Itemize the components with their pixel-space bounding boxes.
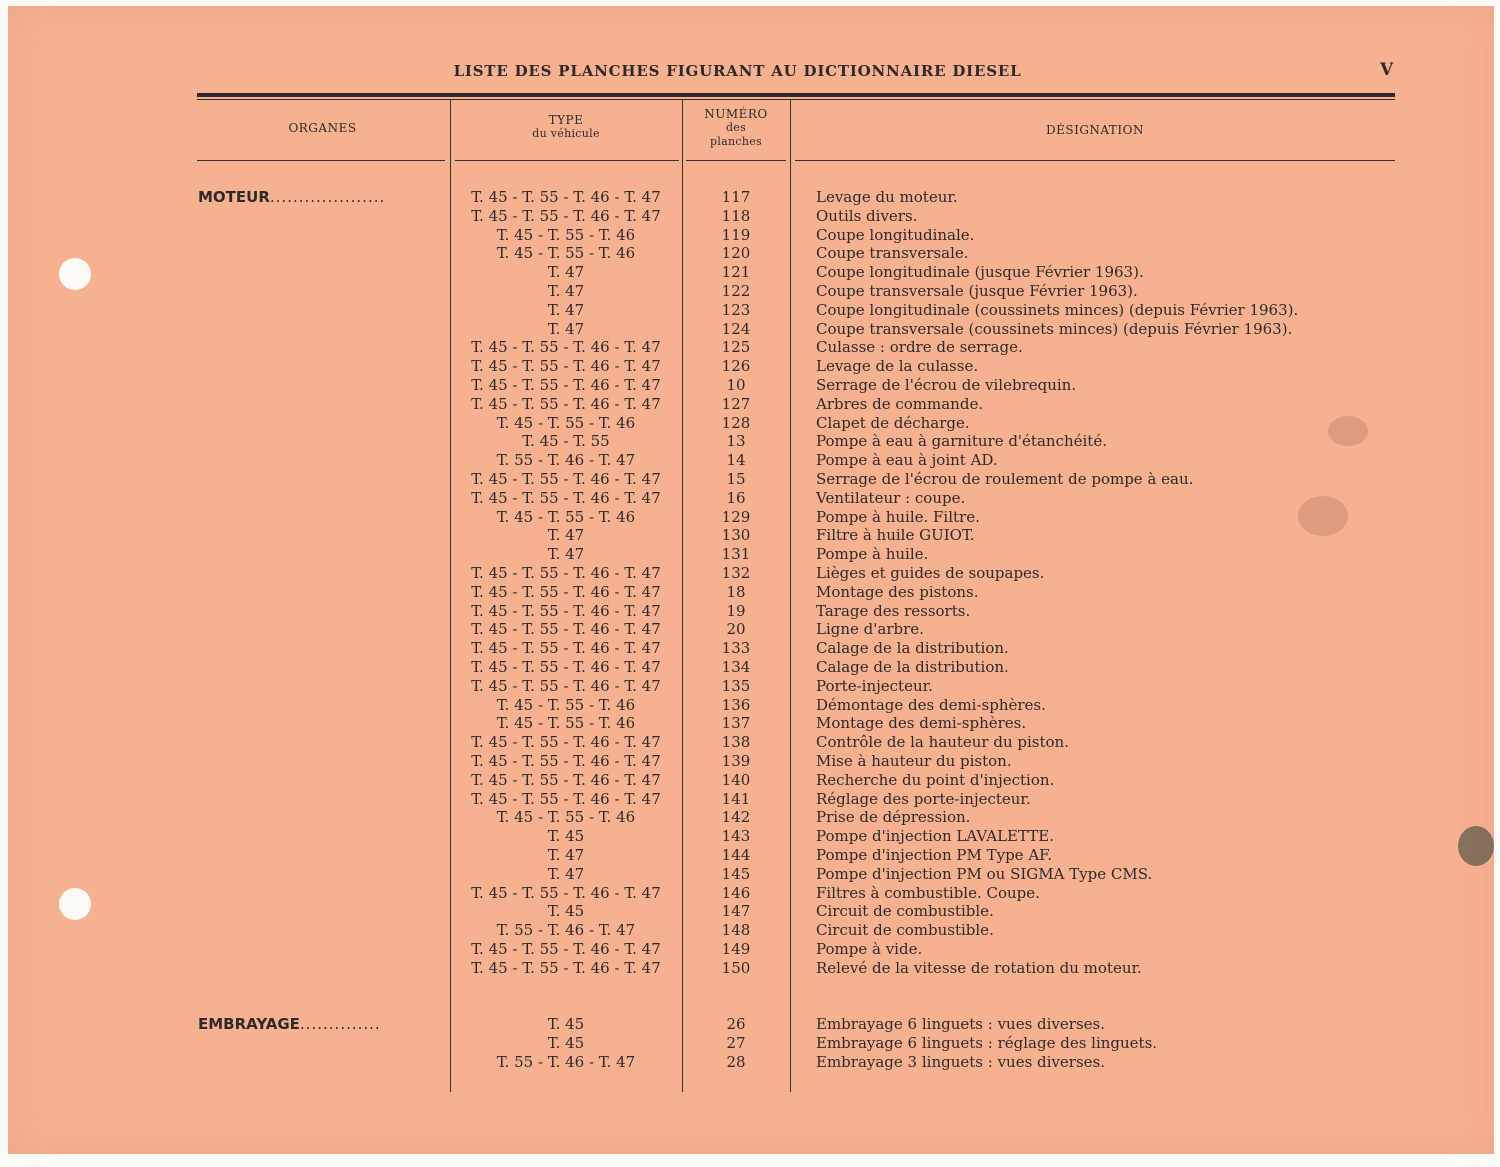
vehicle-type-cell: T. 47 (547, 846, 585, 864)
designation-cell: Arbres de commande. (816, 394, 984, 413)
vehicle-type-cell: T. 45 - T. 55 - T. 46 - T. 47 (471, 789, 661, 808)
page-title: LISTE DES PLANCHES FIGURANT AU DICTIONNAIRE DIESEL (453, 62, 1022, 80)
vehicle-type-cell: T. 47 (547, 526, 585, 545)
vehicle-type-cell: T. 45 - T. 55 - T. 46 - T. 47 (471, 488, 661, 507)
planche-number-cell: 123 (721, 300, 751, 319)
vehicle-type-cell: T. 45 (547, 1015, 585, 1033)
designation-cell: Lièges et guides de soupapes. (816, 564, 1045, 582)
planche-number-cell: 117 (721, 188, 751, 206)
designation-cell: Coupe longitudinale (coussinets minces) (depuis Février 1963). (816, 300, 1299, 319)
vehicle-type-cell: T. 45 - T. 55 - T. 46 - T. 47 (471, 958, 661, 977)
planche-number-cell: 119 (721, 225, 751, 244)
planche-number-cell: 127 (721, 394, 751, 413)
vehicle-type-cell: T. 45 - T. 55 - T. 46 - T. 47 (471, 639, 661, 658)
designation-cell: Culasse : ordre de serrage. (816, 338, 1023, 357)
planche-number-cell: 130 (721, 526, 751, 545)
planche-number-cell: 141 (721, 789, 751, 808)
designation-cell: Levage du moteur. (816, 188, 958, 206)
designation-cell: Clapet de décharge. (816, 413, 970, 432)
vehicle-type-cell: T. 45 - T. 55 - T. 46 - T. 47 (471, 338, 661, 357)
leader-dots: .................... (269, 188, 386, 206)
planche-number-cell: 144 (721, 846, 751, 864)
planche-number-cell: 135 (721, 676, 751, 695)
designation-cell: Embrayage 3 linguets : vues diverses. (816, 1052, 1106, 1071)
planche-number-cell: 149 (721, 940, 751, 958)
header-underline (795, 160, 1395, 161)
header-rule-thin (197, 99, 1395, 100)
vehicle-type-cell: T. 45 - T. 55 - T. 46 (496, 413, 636, 432)
designation-cell: Contrôle de la hauteur du piston. (816, 733, 1069, 752)
designation-cell: Pompe d'injection PM Type AF. (816, 846, 1053, 864)
designation-cell: Coupe longitudinale. (816, 225, 975, 244)
vehicle-type-cell: T. 55 - T. 46 - T. 47 (496, 921, 636, 940)
organe-label (198, 188, 448, 206)
planche-number-cell: 121 (721, 263, 751, 282)
vehicle-type-cell: T. 45 - T. 55 - T. 46 (496, 225, 636, 244)
vehicle-type-cell: T. 45 - T. 55 - T. 46 - T. 47 (471, 752, 661, 770)
vehicle-type-cell: T. 45 - T. 55 - T. 46 - T. 47 (471, 394, 661, 413)
vehicle-type-cell: T. 45 (547, 902, 585, 921)
designation-cell: Calage de la distribution. (816, 658, 1009, 676)
designation-cell: Pompe à eau à garniture d'étanchéité. (816, 432, 1107, 451)
vehicle-type-cell: T. 45 - T. 55 - T. 46 - T. 47 (471, 883, 661, 902)
planche-number-cell: 20 (726, 620, 746, 639)
designation-cell: Démontage des demi-sphères. (816, 695, 1046, 714)
designation-cell: Circuit de combustible. (816, 902, 994, 921)
vehicle-type-cell: T. 45 - T. 55 - T. 46 - T. 47 (471, 601, 661, 620)
designation-cell: Coupe transversale. (816, 244, 969, 263)
planche-number-cell: 19 (726, 601, 746, 620)
vehicle-type-cell: T. 45 - T. 55 - T. 46 - T. 47 (471, 658, 661, 676)
planche-number-cell: 136 (721, 695, 751, 714)
planche-number-cell: 145 (721, 864, 751, 883)
binder-hole-bottom (59, 888, 91, 920)
designation-cell: Pompe à vide. (816, 940, 923, 958)
planche-number-cell: 14 (726, 451, 746, 470)
designation-cell: Ligne d'arbre. (816, 620, 924, 639)
designation-cell: Mise à hauteur du piston. (816, 752, 1012, 770)
vehicle-type-cell: T. 45 - T. 55 - T. 46 - T. 47 (471, 582, 661, 601)
vehicle-type-cell: T. 45 - T. 55 - T. 46 (496, 244, 636, 263)
designation-cell: Tarage des ressorts. (816, 601, 971, 620)
designation-cell: Calage de la distribution. (816, 639, 1009, 658)
vehicle-type-cell: T. 55 - T. 46 - T. 47 (496, 1052, 636, 1071)
designation-cell: Pompe à huile. (816, 545, 929, 564)
vehicle-type-cell: T. 45 - T. 55 - T. 46 - T. 47 (471, 940, 661, 958)
column-header-numero (686, 107, 786, 149)
planche-number-cell: 147 (721, 902, 751, 921)
organe-name: MOTEUR (198, 188, 270, 206)
vehicle-type-cell: T. 47 (547, 300, 585, 319)
planche-number-cell: 146 (721, 883, 751, 902)
planche-number-cell: 18 (726, 582, 746, 601)
vehicle-type-cell: T. 45 (547, 1033, 585, 1052)
vehicle-type-cell: T. 45 - T. 55 (522, 432, 610, 451)
vehicle-type-cell: T. 45 - T. 55 - T. 46 - T. 47 (471, 620, 661, 639)
planche-number-cell: 120 (721, 244, 751, 263)
planche-number-cell: 126 (721, 357, 751, 376)
designation-cell: Circuit de combustible. (816, 921, 994, 940)
page-number: V (1380, 60, 1394, 80)
header-rule (197, 93, 1395, 97)
organe-label (198, 1015, 448, 1033)
planche-number-cell: 26 (726, 1015, 746, 1033)
planche-number-cell: 10 (726, 376, 746, 394)
vehicle-type-cell: T. 45 - T. 55 - T. 46 (496, 695, 636, 714)
designation-cell: Ventilateur : coupe. (816, 488, 966, 507)
column-divider (450, 100, 451, 1092)
designation-cell: Coupe transversale (coussinets minces) (depuis Février 1963). (816, 319, 1293, 338)
binder-hole-top (59, 258, 91, 290)
designation-cell: Coupe transversale (jusque Février 1963). (816, 282, 1138, 300)
vehicle-type-cell: T. 47 (547, 282, 585, 300)
vehicle-type-cell: T. 47 (547, 263, 585, 282)
vehicle-type-cell: T. 47 (547, 319, 585, 338)
designation-cell: Pompe à eau à joint AD. (816, 451, 998, 470)
type-header-line2: du véhicule (532, 127, 600, 140)
designation-cell: Montage des pistons. (816, 582, 979, 601)
planche-number-cell: 142 (721, 808, 751, 827)
planche-number-cell: 118 (721, 206, 751, 225)
planche-number-cell: 131 (721, 545, 751, 564)
planche-number-cell: 28 (726, 1052, 746, 1071)
designation-cell: Coupe longitudinale (jusque Février 1963). (816, 263, 1144, 282)
designation-cell: Serrage de l'écrou de vilebrequin. (816, 376, 1077, 394)
column-divider (790, 100, 791, 1092)
planche-number-cell: 125 (721, 338, 751, 357)
designation-cell: Pompe d'injection LAVALETTE. (816, 827, 1054, 846)
header-underline (686, 160, 786, 161)
column-header-organes: ORGANES (288, 121, 357, 135)
designation-cell: Relevé de la vitesse de rotation du moteur. (816, 958, 1142, 977)
column-header-designation: DÉSIGNATION (1045, 123, 1145, 137)
designation-cell: Porte-injecteur. (816, 676, 933, 695)
planche-number-cell: 122 (721, 282, 751, 300)
column-header-type (453, 113, 679, 141)
vehicle-type-cell: T. 45 - T. 55 - T. 46 - T. 47 (471, 206, 661, 225)
designation-cell: Pompe à huile. Filtre. (816, 507, 980, 526)
planche-number-cell: 132 (721, 564, 751, 582)
planche-number-cell: 27 (726, 1033, 746, 1052)
planche-number-cell: 128 (721, 413, 751, 432)
leader-dots: .............. (299, 1015, 381, 1033)
planche-number-cell: 16 (726, 488, 746, 507)
planche-number-cell: 129 (721, 507, 751, 526)
planche-number-cell: 150 (721, 958, 751, 977)
vehicle-type-cell: T. 47 (547, 545, 585, 564)
designation-cell: Outils divers. (816, 206, 918, 225)
column-divider (682, 100, 683, 1092)
planche-number-cell: 134 (721, 658, 751, 676)
numero-header-line3: planches (709, 135, 762, 148)
planche-number-cell: 15 (726, 470, 746, 488)
vehicle-type-cell: T. 45 - T. 55 - T. 46 - T. 47 (471, 188, 661, 206)
planche-number-cell: 124 (721, 319, 751, 338)
designation-cell: Réglage des porte-injecteur. (816, 789, 1031, 808)
designation-cell: Prise de dépression. (816, 808, 971, 827)
organe-name: EMBRAYAGE (198, 1015, 300, 1033)
vehicle-type-cell: T. 45 - T. 55 - T. 46 - T. 47 (471, 470, 661, 488)
planche-number-cell: 13 (726, 432, 746, 451)
ink-stain (1458, 826, 1494, 866)
designation-cell: Filtres à combustible. Coupe. (816, 883, 1040, 902)
designation-cell: Serrage de l'écrou de roulement de pompe à eau. (816, 470, 1194, 488)
vehicle-type-cell: T. 45 - T. 55 - T. 46 - T. 47 (471, 376, 661, 394)
vehicle-type-cell: T. 55 - T. 46 - T. 47 (496, 451, 636, 470)
vehicle-type-cell: T. 47 (547, 864, 585, 883)
planche-number-cell: 137 (721, 714, 751, 733)
designation-cell: Embrayage 6 linguets : vues diverses. (816, 1015, 1106, 1033)
vehicle-type-cell: T. 45 - T. 55 - T. 46 - T. 47 (471, 676, 661, 695)
type-header-line1: TYPE (548, 113, 584, 127)
planche-number-cell: 138 (721, 733, 751, 752)
vehicle-type-cell: T. 45 - T. 55 - T. 46 - T. 47 (471, 564, 661, 582)
planche-number-cell: 148 (721, 921, 751, 940)
vehicle-type-cell: T. 45 - T. 55 - T. 46 (496, 507, 636, 526)
numero-header-line1: NUMÉRO (704, 107, 768, 121)
vehicle-type-cell: T. 45 - T. 55 - T. 46 (496, 808, 636, 827)
designation-cell: Montage des demi-sphères. (816, 714, 1027, 733)
designation-cell: Pompe d'injection PM ou SIGMA Type CMS. (816, 864, 1153, 883)
planche-number-cell: 143 (721, 827, 751, 846)
vehicle-type-cell: T. 45 - T. 55 - T. 46 - T. 47 (471, 770, 661, 789)
planche-number-cell: 133 (721, 639, 751, 658)
planche-number-cell: 139 (721, 752, 751, 770)
designation-cell: Embrayage 6 linguets : réglage des linguets. (816, 1033, 1158, 1052)
header-underline (197, 160, 445, 161)
vehicle-type-cell: T. 45 - T. 55 - T. 46 - T. 47 (471, 733, 661, 752)
vehicle-type-cell: T. 45 - T. 55 - T. 46 - T. 47 (471, 357, 661, 376)
designation-cell: Levage de la culasse. (816, 357, 979, 376)
planche-number-cell: 140 (721, 770, 751, 789)
vehicle-type-cell: T. 45 - T. 55 - T. 46 (496, 714, 636, 733)
header-underline (455, 160, 679, 161)
vehicle-type-cell: T. 45 (547, 827, 585, 846)
designation-cell: Recherche du point d'injection. (816, 770, 1055, 789)
numero-header-line2: des (725, 121, 747, 134)
designation-cell: Filtre à huile GUIOT. (816, 526, 975, 545)
